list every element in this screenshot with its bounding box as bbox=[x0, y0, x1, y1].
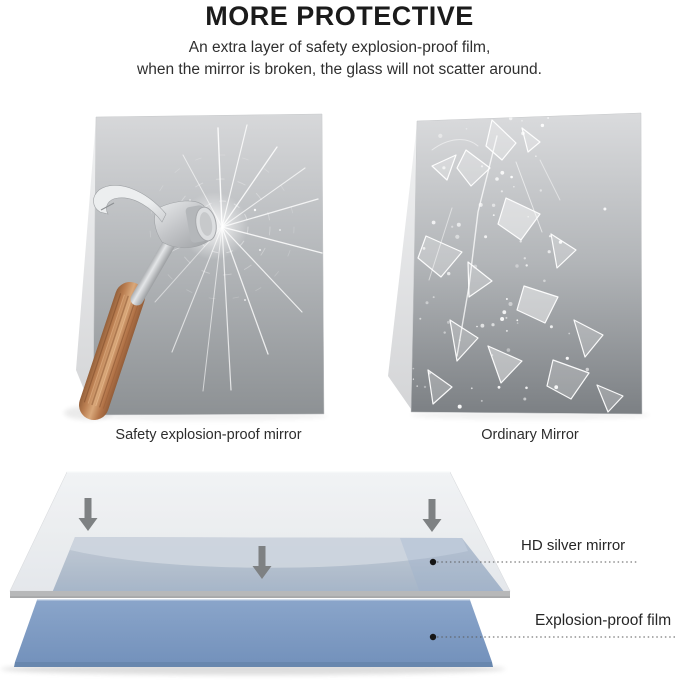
film-edge bbox=[14, 662, 493, 667]
hammer-mirror-illustration bbox=[64, 114, 328, 421]
page-title: MORE PROTECTIVE bbox=[205, 1, 474, 31]
mirror-panel bbox=[93, 114, 324, 415]
subtitle-line-1: An extra layer of safety explosion-proof film, bbox=[188, 39, 491, 56]
hd-silver-mirror-label: HD silver mirror bbox=[521, 537, 626, 554]
shattered-mirror-illustration bbox=[384, 113, 650, 420]
explosion-proof-film-label: Explosion-proof film bbox=[535, 612, 672, 629]
safety-mirror-caption: Safety explosion-proof mirror bbox=[115, 427, 302, 443]
leader-dot bbox=[430, 634, 436, 640]
page-subtitle bbox=[0, 37, 679, 81]
leader-dot bbox=[430, 559, 436, 565]
layers-diagram bbox=[1, 472, 676, 675]
ordinary-mirror-caption: Ordinary Mirror bbox=[481, 427, 579, 443]
subtitle-line-2: when the mirror is broken, the glass will not scatter around. bbox=[137, 61, 542, 78]
glass-front-edge-shade bbox=[10, 596, 510, 598]
explosion-proof-film-layer bbox=[15, 600, 492, 662]
